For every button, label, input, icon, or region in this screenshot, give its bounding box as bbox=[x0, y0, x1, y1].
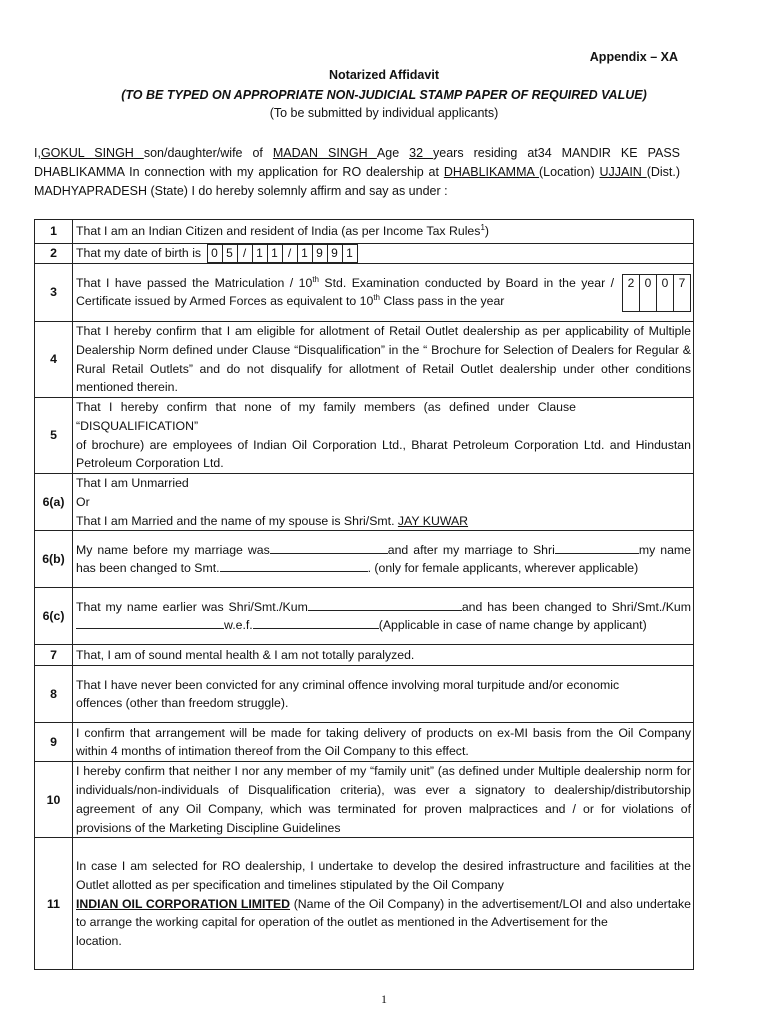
row-number: 8 bbox=[35, 666, 73, 723]
row-text bbox=[73, 264, 694, 322]
year-boxes bbox=[622, 274, 691, 312]
dob-separator: / bbox=[237, 244, 252, 263]
year-digit: 0 bbox=[656, 274, 673, 312]
table-row bbox=[35, 588, 694, 645]
spouse-name: JAY KUWAR bbox=[397, 513, 469, 528]
row-text: (Name of the Oil Company) in the advertisement/LOI and also undertake to arrange the working capital for operation of the outlet as mentioned in the Advertisement for the bbox=[76, 896, 691, 930]
row-text: That my date of birth is bbox=[76, 246, 202, 260]
table-row bbox=[35, 762, 694, 838]
intro-text: son/daughter/wife of bbox=[143, 146, 273, 160]
row-text bbox=[73, 838, 694, 970]
row-text: (Applicable in case of name change by applicant) bbox=[378, 618, 647, 633]
dob-digit: 1 bbox=[342, 244, 358, 263]
row-text: and after my marriage to Shri bbox=[387, 542, 555, 557]
row-text: That I am Married and the name of my spouse is Shri/Smt. bbox=[76, 513, 398, 528]
row-text: . (only for female applicants, wherever applicable) bbox=[367, 561, 639, 576]
row-number: 6(b) bbox=[35, 531, 73, 588]
row-number: 2 bbox=[35, 244, 73, 264]
row-text: That I hereby confirm that none of my family members (as defined under Clause “DISQUALIFICATION” bbox=[76, 400, 576, 434]
row-number: 10 bbox=[35, 762, 73, 838]
year-digit: 7 bbox=[673, 274, 691, 312]
row-text: That I am an Indian Citizen and resident of India (as per Income Tax Rules bbox=[76, 224, 481, 239]
row-number: 1 bbox=[35, 220, 73, 244]
table-row bbox=[35, 220, 694, 244]
row-text: offences (other than freedom struggle). bbox=[76, 696, 289, 711]
dob-digit: 1 bbox=[297, 244, 312, 263]
row-text: w.e.f. bbox=[224, 618, 253, 633]
oil-company-name: INDIAN OIL CORPORATION LIMITED bbox=[76, 896, 291, 911]
location-name: DHABLIKAMMA bbox=[443, 165, 540, 179]
dob-digit: 1 bbox=[267, 244, 282, 263]
blank-line[interactable] bbox=[270, 541, 388, 554]
row-text: of brochure) are employees of Indian Oil Corporation Ltd., Bharat Petroleum Corporation Ltd. and Hindustan Petroleum Corporation Ltd. bbox=[76, 437, 691, 471]
dob-digit: 9 bbox=[312, 244, 327, 263]
row-text: Or bbox=[76, 494, 90, 509]
year-digit: 0 bbox=[639, 274, 656, 312]
table-row bbox=[35, 531, 694, 588]
table-row bbox=[35, 398, 694, 474]
footnote-mark: 1 bbox=[480, 223, 485, 233]
row-text: In case I am selected for RO dealership, I undertake to develop the desired infrastructure and facilities at the Outlet allotted as per specification and timelines stipulated by the Oil Company bbox=[76, 859, 691, 892]
blank-line[interactable] bbox=[76, 616, 224, 629]
row-text: my name has been changed to Smt. bbox=[76, 542, 691, 576]
table-row bbox=[35, 244, 694, 264]
row-text bbox=[73, 531, 694, 588]
row-text bbox=[73, 474, 694, 531]
row-text: Std. Examination conducted by Board in the year / Certificate issued by Armed Forces as equivalent to 10 bbox=[76, 275, 615, 309]
dob-digit: 1 bbox=[252, 244, 267, 263]
table-row bbox=[35, 645, 694, 666]
table-row bbox=[35, 474, 694, 531]
intro-text: (Location) bbox=[539, 165, 600, 179]
dob-boxes bbox=[207, 244, 358, 263]
row-number: 4 bbox=[35, 322, 73, 398]
parent-name: MADAN SINGH bbox=[272, 146, 377, 160]
row-text: ) bbox=[484, 224, 489, 239]
appendix-label: Appendix – XA bbox=[589, 50, 678, 64]
blank-line[interactable] bbox=[220, 559, 368, 572]
table-row bbox=[35, 666, 694, 723]
row-text bbox=[76, 274, 622, 312]
year-digit: 2 bbox=[622, 274, 639, 312]
dob-digit: 9 bbox=[327, 244, 342, 263]
intro-paragraph bbox=[34, 144, 680, 201]
row-number: 7 bbox=[35, 645, 73, 666]
document-title: Notarized Affidavit bbox=[329, 68, 439, 82]
intro-text: years residing at34 MANDIR KE PASS DHABLIKAMMA In connection with my application for RO dealership at bbox=[34, 146, 681, 179]
row-text: I confirm that arrangement will be made for taking delivery of products on ex-MI basis from the Oil Company within 4 months of intimation thereof from the Oil Company to this effect. bbox=[73, 723, 694, 762]
row-text: That I have passed the Matriculation / 10 bbox=[76, 275, 313, 290]
row-text: and has been changed to Shri/Smt./Kum bbox=[461, 599, 691, 614]
row-number: 9 bbox=[35, 723, 73, 762]
applicant-age: 32 bbox=[409, 146, 434, 160]
intro-text: I, bbox=[34, 146, 41, 160]
row-text bbox=[73, 244, 694, 264]
row-text: That, I am of sound mental health & I am not totally paralyzed. bbox=[73, 645, 694, 666]
row-number: 6(a) bbox=[35, 474, 73, 531]
table-row bbox=[35, 264, 694, 322]
superscript: th bbox=[312, 274, 319, 284]
dob-separator: / bbox=[282, 244, 297, 263]
row-text bbox=[73, 588, 694, 645]
row-text: Class pass in the year bbox=[380, 294, 505, 309]
row-text bbox=[73, 666, 694, 723]
row-text: location. bbox=[76, 933, 122, 948]
page-number: 1 bbox=[381, 992, 387, 1006]
row-text: That I hereby confirm that I am eligible for allotment of Retail Outlet dealership as per applicability of Multiple Dealership Norm defined under Clause “Disqualification” in the “ Brochure for Selection of Dealers for Regular & Rural Retail Outlets” and do not disqualify for allotment of Retail Outlet dealership under other conditions mentioned therein. bbox=[73, 322, 694, 398]
submission-note: (To be submitted by individual applicants) bbox=[269, 106, 499, 120]
blank-line[interactable] bbox=[253, 616, 379, 629]
row-text bbox=[73, 398, 694, 474]
table-row bbox=[35, 322, 694, 398]
affidavit-table bbox=[34, 219, 694, 970]
row-text bbox=[73, 220, 694, 244]
row-text: I hereby confirm that neither I nor any member of my “family unit” (as defined under Multiple dealership norm for individuals/non-individuals of Disqualification criteria), was ever a signatory to dealership/distributorship agreement of any Oil Company, which was terminated for proven malpractices and / or for violations of provisions of the Marketing Discipline Guidelines bbox=[73, 762, 694, 838]
district-name: UJJAIN bbox=[599, 165, 647, 179]
blank-line[interactable] bbox=[555, 541, 639, 554]
row-number: 5 bbox=[35, 398, 73, 474]
document-subtitle: (TO BE TYPED ON APPROPRIATE NON-JUDICIAL STAMP PAPER OF REQUIRED VALUE) bbox=[121, 88, 647, 102]
intro-text: (Dist.) MADHYAPRADESH (State) I do hereby solemnly affirm and say as under : bbox=[34, 165, 681, 198]
row-text: That my name earlier was Shri/Smt./Kum bbox=[76, 599, 308, 614]
intro-text: Age bbox=[376, 146, 410, 160]
row-text: That I have never been convicted for any criminal offence involving moral turpitude and/or economic bbox=[76, 677, 620, 692]
applicant-name: GOKUL SINGH bbox=[40, 146, 144, 160]
table-row bbox=[35, 838, 694, 970]
row-number: 11 bbox=[35, 838, 73, 970]
row-text: My name before my marriage was bbox=[76, 542, 270, 557]
superscript: th bbox=[373, 293, 380, 303]
row-number: 6(c) bbox=[35, 588, 73, 645]
dob-digit: 0 bbox=[207, 244, 222, 263]
dob-digit: 5 bbox=[222, 244, 237, 263]
blank-line[interactable] bbox=[308, 598, 462, 611]
row-text: That I am Unmarried bbox=[76, 476, 189, 491]
table-row bbox=[35, 723, 694, 762]
row-number: 3 bbox=[35, 264, 73, 322]
